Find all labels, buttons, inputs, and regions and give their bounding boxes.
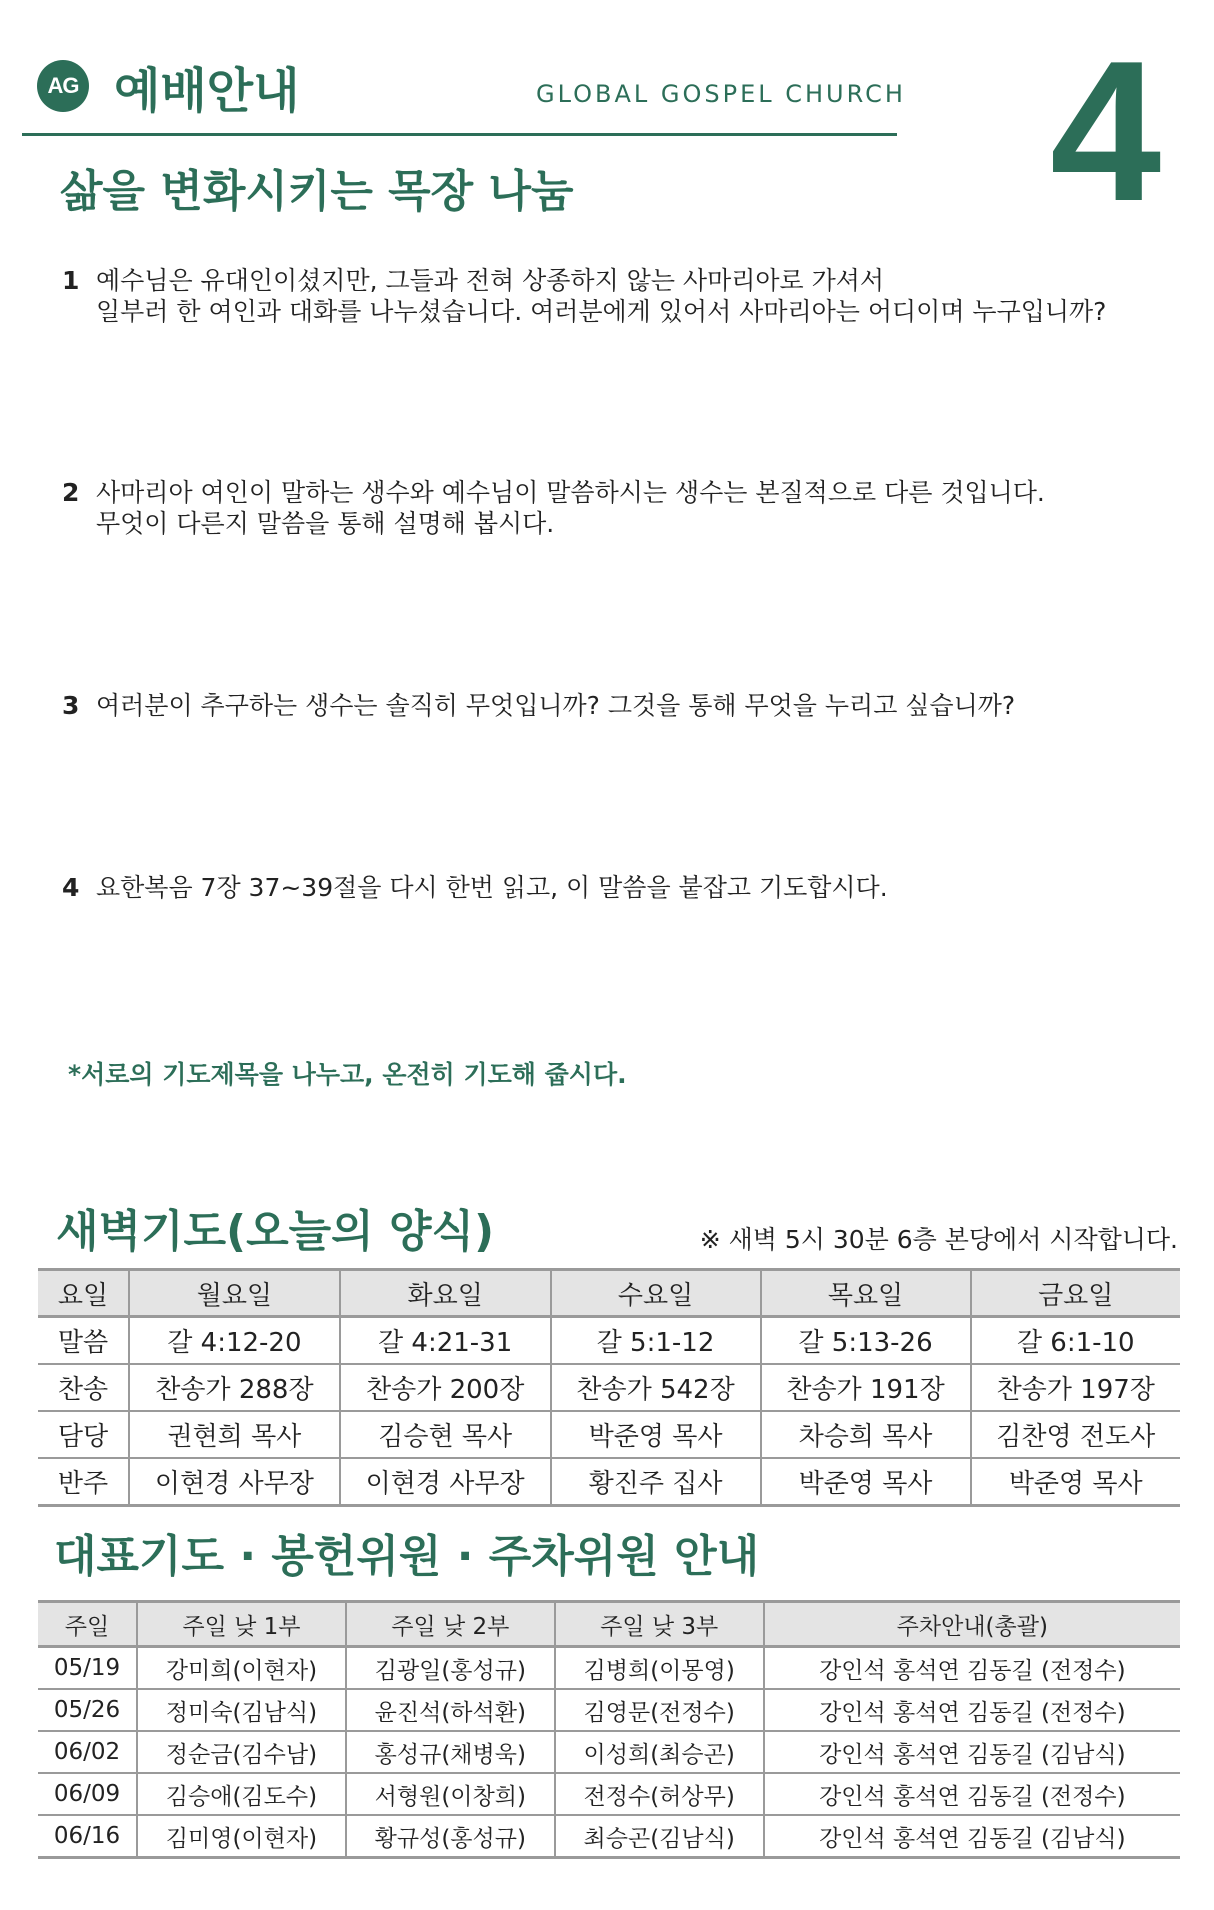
table-cell: 권현희 목사 xyxy=(129,1411,340,1458)
table-cell: 찬송가 191장 xyxy=(761,1364,971,1411)
committee-title: 대표기도 · 봉헌위원 · 주차위원 안내 xyxy=(54,1531,760,1582)
table-row xyxy=(38,1689,1180,1731)
row-label: 말씀 xyxy=(38,1317,129,1365)
table-cell: 이성희(최승곤) xyxy=(555,1731,764,1773)
question-line: 요한복음 7장 37~39절을 다시 한번 읽고, 이 말씀을 붙잡고 기도합시다. xyxy=(96,873,888,902)
row-label: 찬송 xyxy=(38,1364,129,1411)
table-cell: 이현경 사무장 xyxy=(340,1458,551,1506)
question-1 xyxy=(62,265,1182,327)
table-cell: 김광일(홍성규) xyxy=(346,1647,555,1690)
question-text xyxy=(96,477,1182,539)
table-cell: 강미희(이현자) xyxy=(137,1647,346,1690)
table-cell: 갈 5:1-12 xyxy=(551,1317,761,1365)
table-row xyxy=(38,1458,1180,1506)
church-logo: AG xyxy=(37,60,89,112)
header-cell: 요일 xyxy=(38,1270,129,1317)
header-cell: 주차안내(총괄) xyxy=(764,1602,1180,1647)
table-row xyxy=(38,1647,1180,1690)
committee-table xyxy=(38,1600,1180,1859)
question-number: 4 xyxy=(62,873,80,902)
question-4 xyxy=(62,872,1182,903)
table-cell: 전정수(허상무) xyxy=(555,1773,764,1815)
sharing-title: 삶을 변화시키는 목장 나눔 xyxy=(60,166,574,217)
table-cell: 김영문(전정수) xyxy=(555,1689,764,1731)
table-cell: 찬송가 288장 xyxy=(129,1364,340,1411)
table-cell: 김승현 목사 xyxy=(340,1411,551,1458)
table-cell: 김병희(이몽영) xyxy=(555,1647,764,1690)
table-row xyxy=(38,1731,1180,1773)
table-row xyxy=(38,1773,1180,1815)
dawn-prayer-table xyxy=(38,1268,1180,1507)
table-cell: 박준영 목사 xyxy=(551,1411,761,1458)
table-cell: 김찬영 전도사 xyxy=(971,1411,1181,1458)
table-cell: 찬송가 542장 xyxy=(551,1364,761,1411)
question-number: 3 xyxy=(62,691,80,720)
table-cell: 김미영(이현자) xyxy=(137,1815,346,1858)
table-cell: 강인석 홍석연 김동길 (전정수) xyxy=(764,1773,1180,1815)
table-cell: 찬송가 197장 xyxy=(971,1364,1181,1411)
table-cell: 차승희 목사 xyxy=(761,1411,971,1458)
header-cell: 목요일 xyxy=(761,1270,971,1317)
question-number: 1 xyxy=(62,266,80,295)
table-cell: 강인석 홍석연 김동길 (전정수) xyxy=(764,1689,1180,1731)
header-cell: 월요일 xyxy=(129,1270,340,1317)
header-cell: 주일 낮 3부 xyxy=(555,1602,764,1647)
header-cell: 주일 xyxy=(38,1602,137,1647)
table-cell: 찬송가 200장 xyxy=(340,1364,551,1411)
question-line: 여러분이 추구하는 생수는 솔직히 무엇입니까? 그것을 통해 무엇을 누리고 싶습니까? xyxy=(96,691,1016,720)
dawn-prayer-note: ※ 새벽 5시 30분 6층 본당에서 시작합니다. xyxy=(699,1225,1178,1254)
table-cell: 박준영 목사 xyxy=(971,1458,1181,1506)
question-2 xyxy=(62,477,1182,539)
table-header-row xyxy=(38,1602,1180,1647)
page-number: 4 xyxy=(1050,20,1162,243)
row-label: 반주 xyxy=(38,1458,129,1506)
question-number: 2 xyxy=(62,478,80,507)
table-cell: 홍성규(채병욱) xyxy=(346,1731,555,1773)
question-line: 무엇이 다른지 말씀을 통해 설명해 봅시다. xyxy=(96,509,555,538)
table-cell: 김승애(김도수) xyxy=(137,1773,346,1815)
date-cell: 06/09 xyxy=(38,1773,137,1815)
table-cell: 강인석 홍석연 김동길 (김남식) xyxy=(764,1815,1180,1858)
question-line: 일부러 한 여인과 대화를 나누셨습니다. 여러분에게 있어서 사마리아는 어디이며 누구입니까? xyxy=(96,297,1107,326)
table-cell: 갈 5:13-26 xyxy=(761,1317,971,1365)
table-header-row xyxy=(38,1270,1180,1317)
question-3 xyxy=(62,690,1182,721)
prayer-note: *서로의 기도제목을 나누고, 온전히 기도해 줍시다. xyxy=(68,1060,627,1089)
header-cell: 수요일 xyxy=(551,1270,761,1317)
table-cell: 갈 4:12-20 xyxy=(129,1317,340,1365)
header-cell: 화요일 xyxy=(340,1270,551,1317)
header-divider xyxy=(22,133,897,136)
header-cell: 주일 낮 1부 xyxy=(137,1602,346,1647)
date-cell: 05/26 xyxy=(38,1689,137,1731)
table-cell: 정미숙(김남식) xyxy=(137,1689,346,1731)
table-row xyxy=(38,1411,1180,1458)
table-cell: 황진주 집사 xyxy=(551,1458,761,1506)
table-cell: 강인석 홍석연 김동길 (전정수) xyxy=(764,1647,1180,1690)
table-cell: 서형원(이창희) xyxy=(346,1773,555,1815)
date-cell: 06/02 xyxy=(38,1731,137,1773)
table-cell: 갈 6:1-10 xyxy=(971,1317,1181,1365)
question-line: 예수님은 유대인이셨지만, 그들과 전혀 상종하지 않는 사마리아로 가셔서 xyxy=(96,266,885,295)
question-text xyxy=(96,690,1182,721)
church-name: GLOBAL GOSPEL CHURCH xyxy=(536,80,906,108)
question-text xyxy=(96,872,1182,903)
header-cell: 주일 낮 2부 xyxy=(346,1602,555,1647)
table-cell: 황규성(홍성규) xyxy=(346,1815,555,1858)
table-cell: 박준영 목사 xyxy=(761,1458,971,1506)
table-row xyxy=(38,1317,1180,1365)
row-label: 담당 xyxy=(38,1411,129,1458)
table-cell: 윤진석(하석환) xyxy=(346,1689,555,1731)
question-text xyxy=(96,265,1182,327)
table-cell: 정순금(김수남) xyxy=(137,1731,346,1773)
table-row xyxy=(38,1364,1180,1411)
table-row xyxy=(38,1815,1180,1858)
date-cell: 06/16 xyxy=(38,1815,137,1858)
question-line: 사마리아 여인이 말하는 생수와 예수님이 말씀하시는 생수는 본질적으로 다른 것입니다. xyxy=(96,478,1045,507)
header-cell: 금요일 xyxy=(971,1270,1181,1317)
table-cell: 이현경 사무장 xyxy=(129,1458,340,1506)
table-cell: 강인석 홍석연 김동길 (김남식) xyxy=(764,1731,1180,1773)
table-cell: 갈 4:21-31 xyxy=(340,1317,551,1365)
table-cell: 최승곤(김남식) xyxy=(555,1815,764,1858)
section-title: 예배안내 xyxy=(114,63,300,119)
date-cell: 05/19 xyxy=(38,1647,137,1690)
dawn-prayer-title: 새벽기도(오늘의 양식) xyxy=(56,1206,495,1257)
